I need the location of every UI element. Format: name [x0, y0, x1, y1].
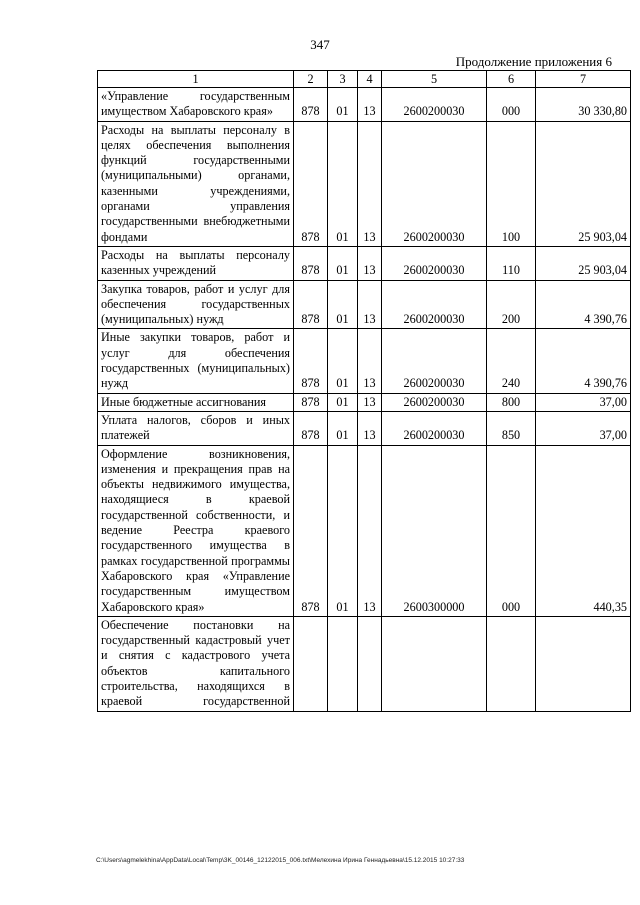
row-code-3: 01	[328, 121, 358, 246]
row-amount: 4 390,76	[536, 280, 631, 329]
table-row	[98, 411, 631, 445]
row-code-3	[328, 616, 358, 711]
row-code-5: 2600200030	[382, 280, 487, 329]
table-row	[98, 445, 631, 616]
row-amount: 30 330,80	[536, 88, 631, 122]
row-code-2: 878	[294, 121, 328, 246]
col-header-4: 4	[358, 71, 382, 88]
row-amount: 440,35	[536, 445, 631, 616]
row-code-6: 100	[487, 121, 536, 246]
row-code-3: 01	[328, 445, 358, 616]
row-code-3: 01	[328, 411, 358, 445]
col-header-3: 3	[328, 71, 358, 88]
row-code-4	[358, 616, 382, 711]
header-row	[98, 71, 631, 88]
row-code-2	[294, 616, 328, 711]
row-name: Закупка товаров, работ и услуг для обеспечения государственных (муниципальных) нужд	[98, 280, 294, 329]
budget-table	[97, 70, 631, 712]
row-code-6: 850	[487, 411, 536, 445]
row-code-5: 2600200030	[382, 246, 487, 280]
row-code-6: 240	[487, 329, 536, 393]
row-code-4: 13	[358, 393, 382, 411]
table-row	[98, 329, 631, 393]
row-code-4: 13	[358, 411, 382, 445]
row-code-4: 13	[358, 246, 382, 280]
row-code-2: 878	[294, 445, 328, 616]
row-code-2: 878	[294, 393, 328, 411]
row-code-6	[487, 616, 536, 711]
row-amount	[536, 616, 631, 711]
row-code-3: 01	[328, 88, 358, 122]
row-code-3: 01	[328, 280, 358, 329]
row-code-4: 13	[358, 445, 382, 616]
row-code-4: 13	[358, 280, 382, 329]
row-code-4: 13	[358, 88, 382, 122]
row-code-6: 110	[487, 246, 536, 280]
row-code-5: 2600200030	[382, 411, 487, 445]
row-code-4: 13	[358, 329, 382, 393]
row-code-6: 800	[487, 393, 536, 411]
page-number: 347	[310, 37, 330, 52]
row-code-2: 878	[294, 280, 328, 329]
appendix-note: Продолжение приложения 6	[455, 54, 612, 69]
row-name: Уплата налогов, сборов и иных платежей	[98, 411, 294, 445]
col-header-1: 1	[98, 71, 294, 88]
table-row	[98, 88, 631, 122]
row-name: Расходы на выплаты персоналу казенных учреждений	[98, 246, 294, 280]
row-code-4: 13	[358, 121, 382, 246]
file-path-footer: C:\Users\agmelekhina\AppData\Local\Temp\3K_00146_12122015_006.txt\Мелехина Ирина Геннадьевна\15.12.2015 10:27:33	[96, 857, 465, 864]
row-code-5: 2600200030	[382, 88, 487, 122]
row-amount: 25 903,04	[536, 246, 631, 280]
row-code-3: 01	[328, 393, 358, 411]
row-code-6: 000	[487, 445, 536, 616]
row-name: Расходы на выплаты персоналу в целях обеспечения выполнения функций государственными (муниципальными) органами, казенными учреждениями, органами управления государственными внебюджетными фондами	[98, 121, 294, 246]
row-name: Иные закупки товаров, работ и услуг для обеспечения государственных (муниципальных) нужд	[98, 329, 294, 393]
row-code-5	[382, 616, 487, 711]
row-amount: 25 903,04	[536, 121, 631, 246]
table-row	[98, 616, 631, 711]
row-name: «Управление государственным имуществом Хабаровского края»	[98, 88, 294, 122]
col-header-6: 6	[487, 71, 536, 88]
row-name: Оформление возникновения, изменения и прекращения прав на объекты недвижимого имущества, находящиеся в краевой государственной собственности, и ведение Реестра краевого государственного имущества в рамках государственной программы Хабаровского края «Управление государственным имуществом Хабаровского края»	[98, 445, 294, 616]
row-code-5: 2600300000	[382, 445, 487, 616]
table-row	[98, 246, 631, 280]
row-name: Обеспечение постановки на государственный кадастровый учет и снятия с кадастрового учета объектов капитального строительства, находящихся в краевой государственной	[98, 616, 294, 711]
row-amount: 4 390,76	[536, 329, 631, 393]
col-header-5: 5	[382, 71, 487, 88]
table-row	[98, 393, 631, 411]
row-amount: 37,00	[536, 393, 631, 411]
row-code-5: 2600200030	[382, 329, 487, 393]
row-code-5: 2600200030	[382, 121, 487, 246]
row-code-6: 000	[487, 88, 536, 122]
row-code-6: 200	[487, 280, 536, 329]
row-name: Иные бюджетные ассигнования	[98, 393, 294, 411]
col-header-2: 2	[294, 71, 328, 88]
row-code-2: 878	[294, 246, 328, 280]
row-amount: 37,00	[536, 411, 631, 445]
table-row	[98, 121, 631, 246]
row-code-2: 878	[294, 411, 328, 445]
row-code-3: 01	[328, 329, 358, 393]
row-code-2: 878	[294, 88, 328, 122]
table-row	[98, 280, 631, 329]
row-code-3: 01	[328, 246, 358, 280]
row-code-5: 2600200030	[382, 393, 487, 411]
col-header-7: 7	[536, 71, 631, 88]
row-code-2: 878	[294, 329, 328, 393]
